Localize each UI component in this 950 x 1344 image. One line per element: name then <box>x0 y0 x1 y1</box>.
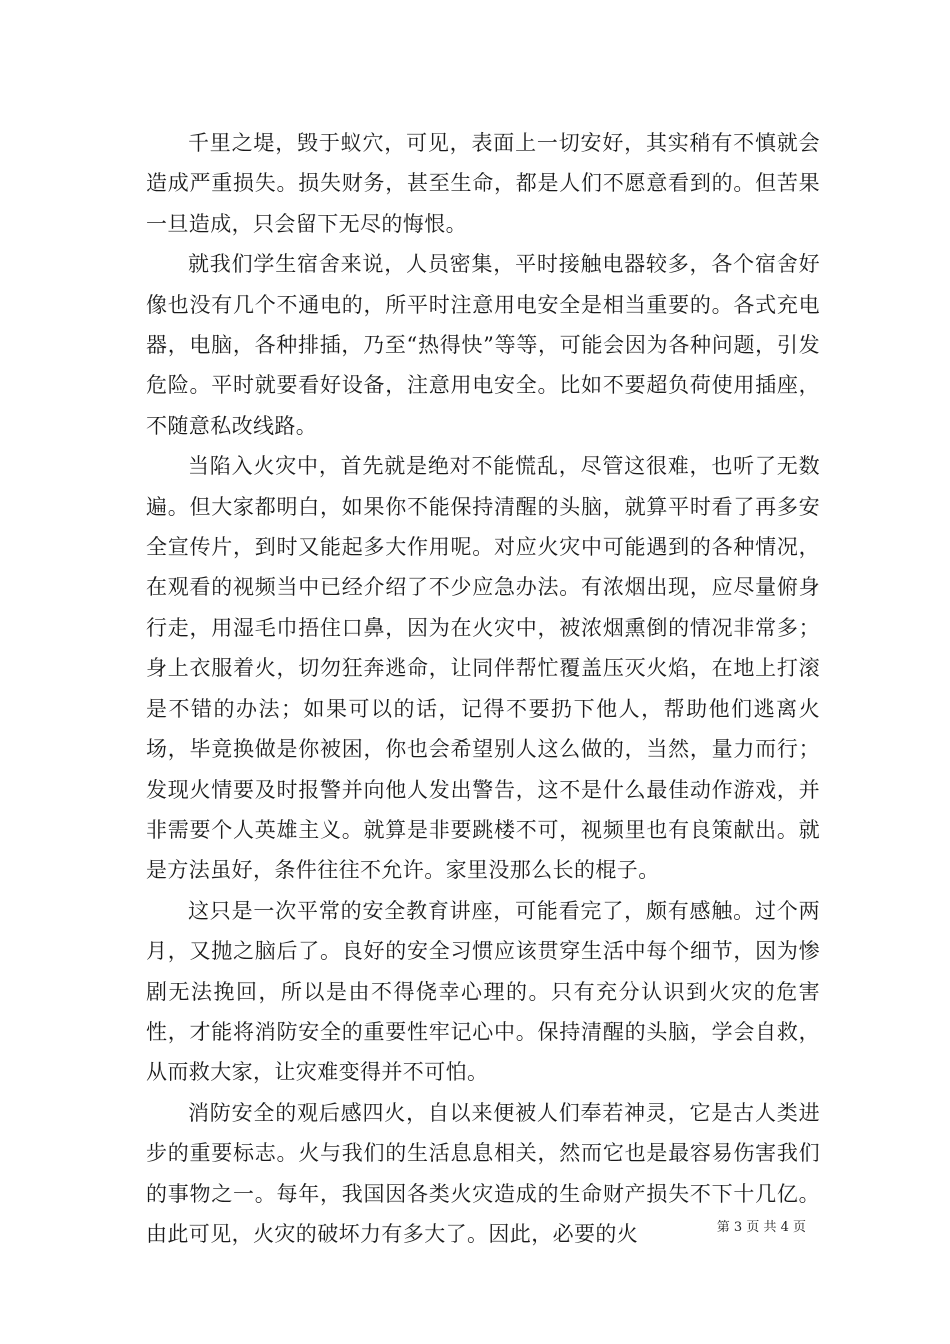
page-number-label: 第 3 页 共 4 页 <box>716 1220 806 1235</box>
paragraph: 消防安全的观后感四火，自以来便被人们奉若神灵，它是古人类进步的重要标志。火与我们的生活息息相关，然而它也是最容易伤害我们的事物之一。每年，我国因各类火灾造成的生命财产损失不下十几亿。由此可见，火灾的破坏力有多大了。因此，必要的火 <box>146 1100 820 1246</box>
paragraph: 就我们学生宿舍来说，人员密集，平时接触电器较多，各个宿舍好像也没有几个不通电的，所平时注意用电安全是相当重要的。各式充电器，电脑，各种排插，乃至“热得快”等等，可能会因为各种问题，引发危险。平时就要看好设备，注意用电安全。比如不要超负荷使用插座，不随意私改线路。 <box>146 252 820 438</box>
page-footer <box>717 1219 806 1237</box>
document-body <box>146 123 820 1254</box>
paragraph: 千里之堤，毁于蚁穴，可见，表面上一切安好，其实稍有不慎就会造成严重损失。损失财务，甚至生命，都是人们不愿意看到的。但苦果一旦造成，只会留下无尽的悔恨。 <box>146 131 820 236</box>
paragraph: 这只是一次平常的安全教育讲座，可能看完了，颇有感触。过个两月，又抛之脑后了。良好的安全习惯应该贯穿生活中每个细节，因为惨剧无法挽回，所以是由不得侥幸心理的。只有充分认识到火灾的危害性，才能将消防安全的重要性牢记心中。保持清醒的头脑，学会自救，从而救大家，让灾难变得并不可怕。 <box>146 898 820 1085</box>
paragraph: 当陷入火灾中，首先就是绝对不能慌乱，尽管这很难，也听了无数遍。但大家都明白，如果你不能保持清醒的头脑，就算平时看了再多安全宣传片，到时又能起多大作用呢。对应火灾中可能遇到的各种情况，在观看的视频当中已经介绍了不少应急办法。有浓烟出现，应尽量俯身行走，用湿毛巾捂住口鼻，因为在火灾中，被浓烟熏倒的情况非常多；身上衣服着火，切勿狂奔逃命，让同伴帮忙覆盖压灭火焰，在地上打滚是不错的办法；如果可以的话，记得不要扔下他人，帮助他们逃离火场，毕竟换做是你被困，你也会希望别人这么做的，当然，量力而行；发现火情要及时报警并向他人发出警告，这不是什么最佳动作游戏，并非需要个人英雄主义。就算是非要跳楼不可，视频里也有良策献出。就是方法虽好，条件往往不允许。家里没那么长的棍子。 <box>146 454 820 883</box>
